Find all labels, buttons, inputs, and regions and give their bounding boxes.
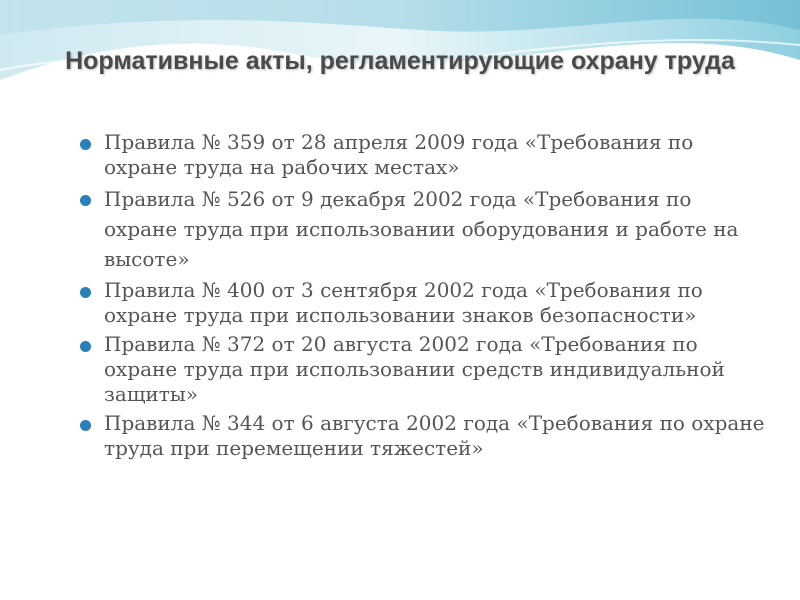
list-item-text: Правила № 526 от 9 декабря 2002 года «Требования по охране труда при использовании оборудования и работе на высоте» bbox=[104, 187, 739, 271]
list-item bbox=[78, 184, 768, 274]
bullet-dot-icon bbox=[80, 420, 91, 431]
list-item bbox=[78, 278, 768, 328]
list-item-text: Правила № 372 от 20 августа 2002 года «Требования по охране труда при использовании средств индивидуальной защиты» bbox=[104, 332, 725, 406]
slide-title: Нормативные акты, регламентирующие охрану труда bbox=[65, 47, 735, 75]
list-item-text: Правила № 400 от 3 сентября 2002 года «Требования по охране труда при использовании знаков безопасности» bbox=[104, 278, 703, 327]
list-item-text: Правила № 344 от 6 августа 2002 года «Требования по охране труда при перемещении тяжестей» bbox=[104, 411, 765, 460]
bullet-dot-icon bbox=[80, 287, 91, 298]
regulations-list bbox=[78, 130, 768, 465]
list-item bbox=[78, 332, 768, 407]
bullet-dot-icon bbox=[80, 139, 91, 150]
list-item bbox=[78, 411, 768, 461]
list-item-text: Правила № 359 от 28 апреля 2009 года «Требования по охране труда на рабочих местах» bbox=[104, 130, 694, 179]
bullet-dot-icon bbox=[80, 341, 91, 352]
bullet-dot-icon bbox=[80, 195, 91, 206]
list-item bbox=[78, 130, 768, 180]
